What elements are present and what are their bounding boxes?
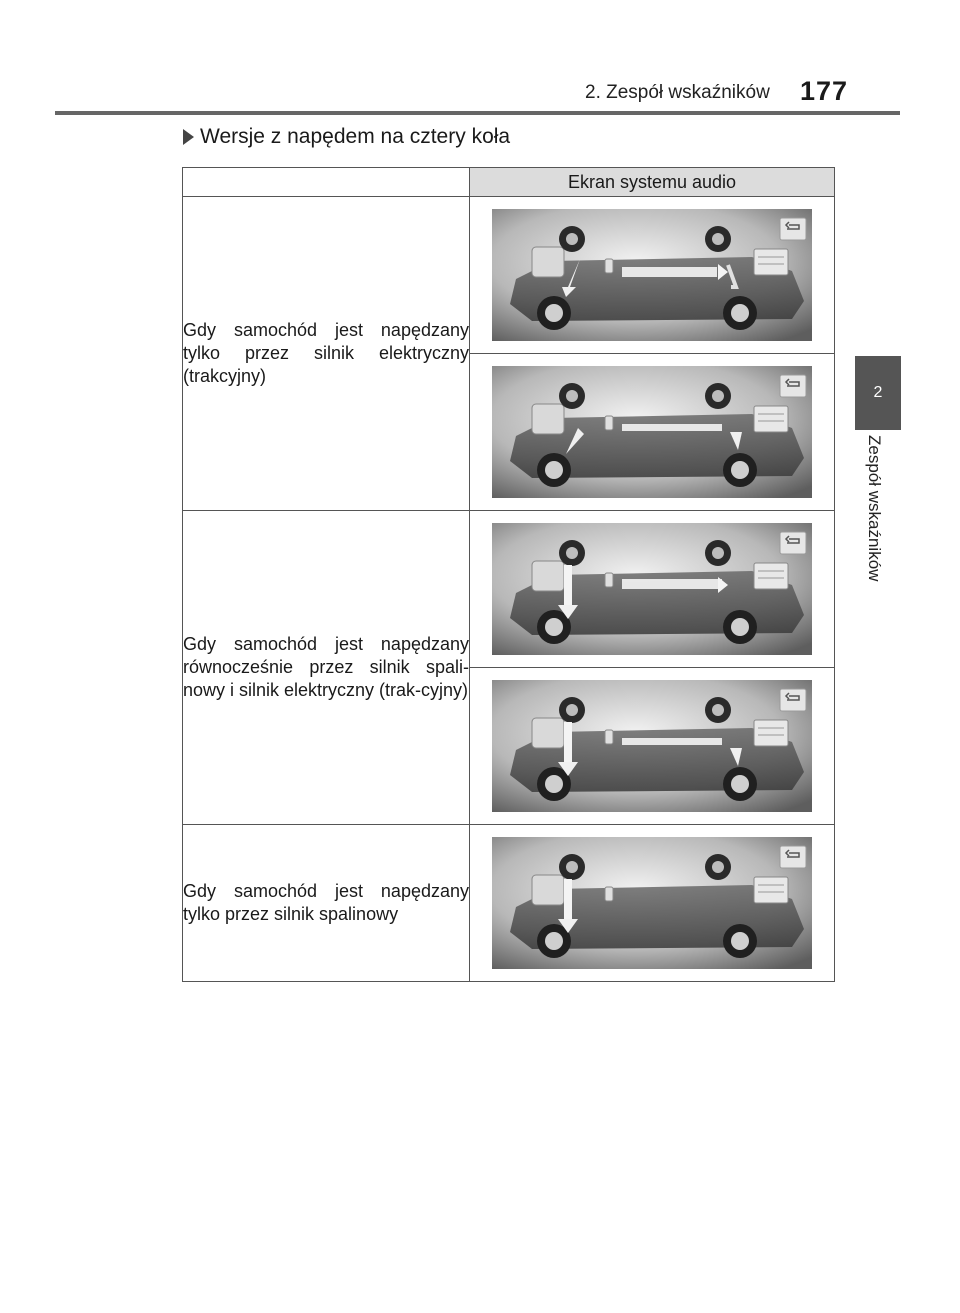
screen-combustion xyxy=(470,825,835,982)
chapter-tab-number: 2 xyxy=(873,384,883,401)
section-title-text: Wersje z napędem na cztery koła xyxy=(200,125,511,148)
row-combustion-description: Gdy samochód jest napędzany tylko przez silnik spalinowy xyxy=(183,825,470,982)
screen-electric-1 xyxy=(470,197,835,354)
car-energy-flow-image xyxy=(492,209,812,341)
car-energy-flow-image xyxy=(492,680,812,812)
screen-hybrid-2 xyxy=(470,668,835,825)
chapter-side-label: Zespół wskaźników xyxy=(865,435,884,582)
page-number: 177 xyxy=(800,76,849,106)
table-header-audio-screen: Ekran systemu audio xyxy=(470,168,835,197)
table-header-empty xyxy=(183,168,470,197)
chapter-tab xyxy=(855,356,901,430)
screen-hybrid-1 xyxy=(470,511,835,668)
car-energy-flow-image xyxy=(492,837,812,969)
car-energy-flow-image xyxy=(492,523,812,655)
triangle-bullet-icon xyxy=(183,129,194,145)
screen-electric-2 xyxy=(470,354,835,511)
car-energy-flow-image xyxy=(492,366,812,498)
row-hybrid-description: Gdy samochód jest napędzany równocześnie przez silnik spali-nowy i silnik elektryczny (trak-cyjny) xyxy=(183,511,470,825)
row-electric-description: Gdy samochód jest napędzany tylko przez silnik elektryczny (trakcyjny) xyxy=(183,197,470,511)
section-title xyxy=(183,125,510,149)
header-rule xyxy=(55,111,900,115)
drive-mode-table xyxy=(182,167,835,982)
header-section: 2. Zespół wskaźników xyxy=(585,82,770,103)
